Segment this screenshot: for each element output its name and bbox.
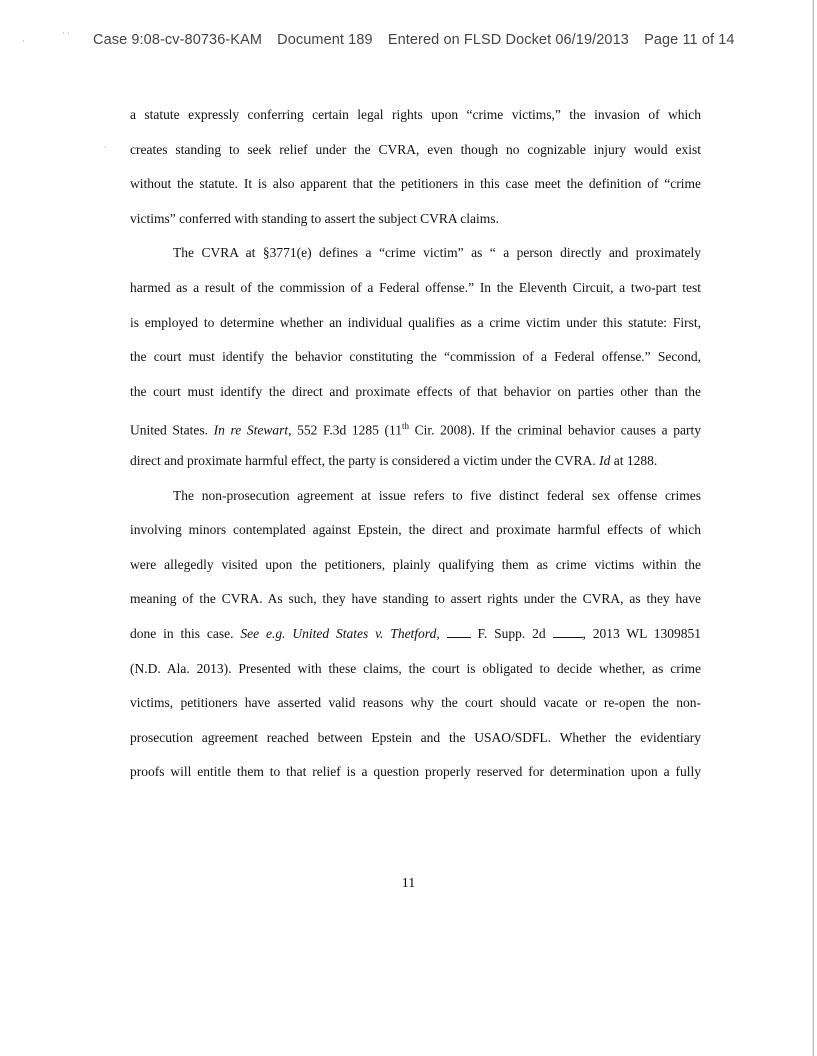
text-line: the court must identify the behavior constituting the “commission of a Federal offense.” Second, — [130, 349, 701, 365]
opinion-body — [130, 104, 701, 796]
text-line: victims, petitioners have asserted valid reasons why the court should vacate or re-open the non- — [130, 695, 701, 711]
text-line: harmed as a result of the commission of a Federal offense.” In the Eleventh Circuit, a two-part test — [130, 279, 701, 295]
text-line: The CVRA at §3771(e) defines a “crime victim” as “ a person directly and proximately — [173, 245, 701, 261]
docket-header-text — [93, 32, 735, 48]
text-run: , 552 F.3d 1285 (11 — [288, 422, 402, 438]
text-line — [130, 623, 701, 658]
document-number: Document 189 — [277, 32, 373, 48]
text-run: F. Supp. 2d — [470, 625, 553, 641]
text-line: meaning of the CVRA. As such, they have standing to assert rights under the CVRA, as they have — [130, 591, 701, 607]
text-run: at 1288. — [610, 452, 658, 468]
text-line: without the statute. It is also apparent that the petitioners in this case meet the definition of “crime — [130, 176, 701, 192]
docket-header — [0, 29, 817, 56]
text-line: the court must identify the direct and proximate effects of that behavior on parties other than the — [130, 383, 701, 399]
text-line — [130, 450, 701, 485]
text-line: were allegedly visited upon the petitioners, plainly qualifying them as crime victims within the — [130, 556, 701, 572]
text-line — [130, 415, 701, 450]
text-line: involving minors contemplated against Epstein, the direct and proximate harmful effects of which — [130, 522, 701, 538]
case-citation: In re Stewart — [213, 422, 289, 438]
text-line: The non-prosecution agreement at issue refers to five distinct federal sex offense crimes — [173, 487, 701, 503]
text-line: proofs will entitle them to that relief is a question properly reserved for determination upon a fully — [130, 764, 701, 780]
text-run: direct and proximate harmful effect, the party is considered a victim under the CVRA. — [130, 452, 600, 468]
text-line: is employed to determine whether an individual qualifies as a crime victim under this statute: First, — [130, 314, 701, 330]
text-run: done in this case. — [130, 625, 241, 641]
ordinal-superscript: th — [402, 421, 410, 432]
page-edge-shadow — [812, 0, 814, 1056]
scan-speck: · · — [62, 29, 70, 38]
text-line: a statute expressly conferring certain legal rights upon “crime victims,” the invasion of which — [130, 107, 701, 122]
docket-entry-date: Entered on FLSD Docket 06/19/2013 — [387, 32, 629, 48]
citation-blank — [447, 625, 471, 638]
text-run: United States. — [130, 422, 214, 438]
citation-blank — [553, 625, 583, 638]
text-line: (N.D. Ala. 2013). Presented with these claims, the court is obligated to decide whether, as crime — [130, 660, 701, 676]
page-number: 11 — [401, 876, 416, 891]
id-citation: Id — [599, 452, 611, 468]
text-run: , 2013 WL 1309851 — [582, 625, 702, 641]
page-count: Page 11 of 14 — [644, 32, 735, 48]
scan-speck: · — [104, 143, 107, 152]
case-citation: See e.g. United States v. Thetford, — [240, 625, 440, 641]
text-line: victims” conferred with standing to assert the subject CVRA claims. — [130, 210, 499, 226]
scan-speck: · — [22, 37, 25, 46]
text-line: creates standing to seek relief under the CVRA, even though no cognizable injury would exist — [130, 141, 701, 157]
text-line: prosecution agreement reached between Epstein and the USAO/SDFL. Whether the evidentiary — [130, 729, 701, 745]
case-number: Case 9:08-cv-80736-KAM — [93, 32, 263, 48]
text-run: Cir. 2008). If the criminal behavior causes a party — [409, 422, 701, 438]
